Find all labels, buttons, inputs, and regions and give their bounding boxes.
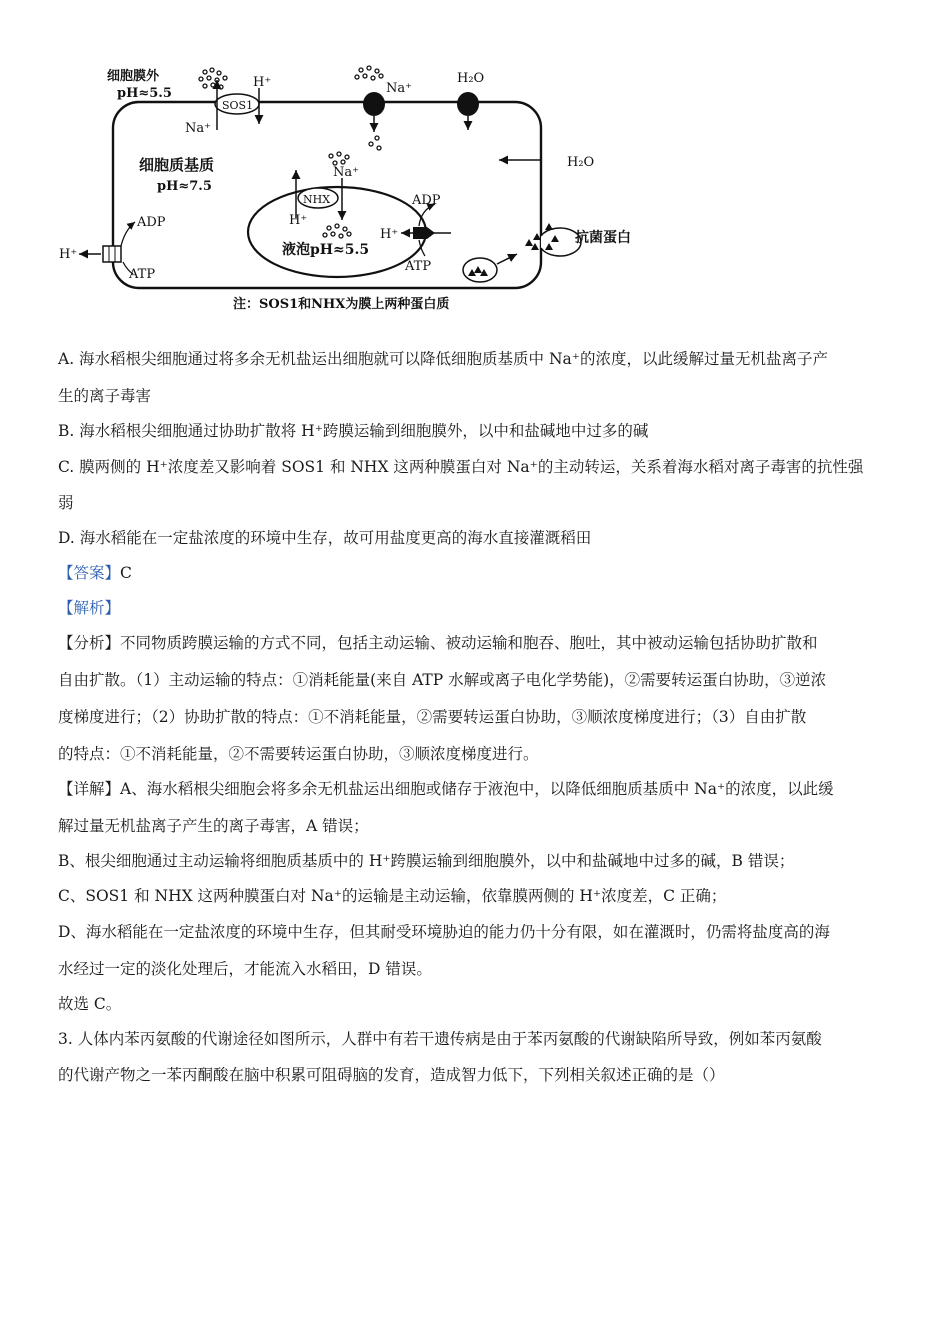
- water-channel-protein: [457, 92, 479, 116]
- question3-line2: 的代谢产物之一苯丙酮酸在脑中积累可阻碍脑的发育，造成智力低下，下列相关叙述正确的是（）: [58, 1066, 725, 1084]
- matrix-ph: pH≈7.5: [157, 179, 212, 194]
- fenxi-line4: 的特点：①不消耗能量，②不需要转运蛋白协助，③顺浓度梯度进行。: [58, 745, 539, 763]
- vacuole-atp-label: ATP: [405, 259, 432, 274]
- xiangjie-c: C、SOS1 和 NHX 这两种膜蛋白对 Na⁺的运输是主动运输，依靠膜两侧的 H⁺浓度差，C 正确；: [58, 887, 727, 905]
- sos1-protein: [215, 94, 259, 114]
- option-c-line1: C. 膜两侧的 H⁺浓度差又影响着 SOS1 和 NHX 这两种膜蛋白对 Na⁺的主动转运，关系着海水稻对离子毒害的抗性强: [58, 458, 864, 476]
- vacuole-h-label: H⁺: [380, 227, 399, 242]
- sos1-na-label: Na⁺: [185, 121, 211, 136]
- pump-h-label: H⁺: [59, 247, 78, 262]
- na-dots-icon: [199, 68, 227, 89]
- pump-adp-label: ADP: [137, 215, 166, 230]
- conclusion: 故选 C。: [58, 995, 122, 1013]
- option-a-line1: A. 海水稻根尖细胞通过将多余无机盐运出细胞就可以降低细胞质基质中 Na⁺的浓度，以此缓解过量无机盐离子产: [58, 350, 828, 368]
- na-channel-protein: [363, 92, 385, 116]
- analysis-tag: 【解析】: [58, 599, 121, 617]
- xiangjie-b: B、根尖细胞通过主动运输将细胞质基质中的 H⁺跨膜运输到细胞膜外，以中和盐碱地中过多的碱，B 错误；: [58, 852, 795, 870]
- xiangjie-d-line2: 水经过一定的淡化处理后，才能流入水稻田，D 错误。: [58, 960, 432, 978]
- fenxi-line3: 度梯度进行；（2）协助扩散的特点：①不消耗能量，②需要转运蛋白协助，③顺浓度梯度进行；（3）自由扩散: [58, 708, 807, 726]
- nhx-protein: [298, 188, 338, 208]
- nhx-h-label: H⁺: [289, 213, 308, 228]
- xiangjie-tag: 【详解】: [58, 780, 121, 798]
- outside-label: 细胞膜外: [107, 69, 160, 84]
- fenxi-text1: 不同物质跨膜运输的方式不同，包括主动运输、被动运输和胞吞、胞吐，其中被动运输包括协助扩散和: [120, 634, 818, 652]
- nhx-na-label: Na⁺: [333, 165, 359, 180]
- matrix-label: 细胞质基质: [139, 156, 215, 174]
- fenxi-tag: 【分析】: [58, 634, 121, 652]
- vacuole-adp-label: ADP: [412, 193, 441, 208]
- antibacterial-vesicle-inner: [463, 258, 497, 282]
- membrane-h-pump: [103, 246, 121, 262]
- outside-ph: pH≈5.5: [117, 86, 172, 101]
- answer-tag: 【答案】: [58, 564, 121, 582]
- xiangjie-d-line1: D、海水稻能在一定盐浓度的环境中生存，但其耐受环境胁迫的能力仍十分有限，如在灌溉时，仍需将盐度高的海: [58, 923, 830, 941]
- question3-line1: 3. 人体内苯丙氨酸的代谢途径如图所示，人群中有若干遗传病是由于苯丙氨酸的代谢缺陷所导致，例如苯丙氨酸: [58, 1030, 822, 1048]
- option-a-line2: 生的离子毒害: [58, 387, 152, 405]
- option-b: B. 海水稻根尖细胞通过协助扩散将 H⁺跨膜运输到细胞膜外，以中和盐碱地中过多的碱: [58, 422, 649, 440]
- sos1-label: SOS1: [222, 99, 254, 112]
- xiangjie-text1: A、海水稻根尖细胞会将多余无机盐运出细胞或储存于液泡中，以降低细胞质基质中 Na⁺的浓度，以此缓: [120, 780, 834, 798]
- fenxi-line1: [58, 625, 898, 662]
- option-d: D. 海水稻能在一定盐浓度的环境中生存，故可用盐度更高的海水直接灌溉稻田: [58, 529, 592, 547]
- answer-line: [58, 555, 898, 592]
- xiangjie-line2: 解过量无机盐离子产生的离子毒害，A 错误；: [58, 817, 369, 835]
- water-label-side: H₂O: [567, 155, 595, 170]
- water-label-top: H₂O: [457, 71, 485, 86]
- option-c-line2: 弱: [58, 494, 74, 512]
- pump-atp-label: ATP: [129, 267, 156, 282]
- fenxi-line2: 自由扩散。（1）主动运输的特点：①消耗能量(来自 ATP 水解或离子电化学势能)，②需要转运蛋白协助，③逆浓: [58, 671, 827, 689]
- antibacterial-label: 抗菌蛋白: [575, 230, 631, 246]
- sos1-h-label: H⁺: [253, 75, 272, 90]
- vacuole-label: 液泡pH≈5.5: [282, 242, 370, 258]
- answer-value: C: [120, 564, 132, 582]
- channel-na-label: Na⁺: [386, 81, 412, 96]
- cell-transport-diagram: [55, 60, 655, 320]
- nhx-label: NHX: [303, 193, 331, 206]
- analysis-line: [58, 590, 898, 627]
- figure-note: 注：SOS1和NHX为膜上两种蛋白质: [233, 297, 450, 312]
- xiangjie-line1: [58, 771, 898, 808]
